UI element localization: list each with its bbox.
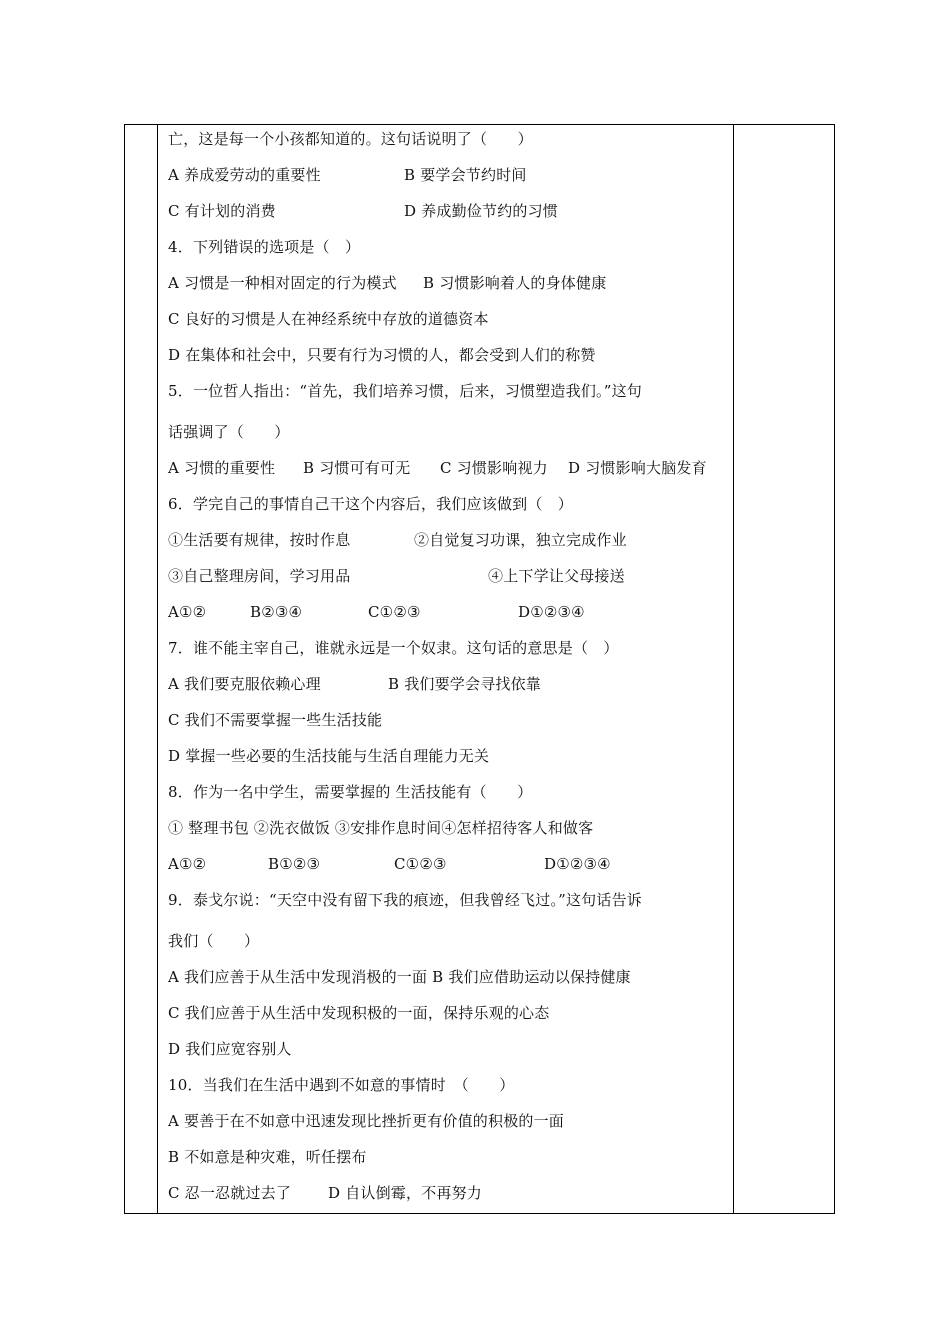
right-column: [733, 125, 834, 1213]
q8-option-d: D①②③④: [544, 855, 611, 873]
q8-option-b: B①②③: [268, 855, 321, 873]
q6-item-4: ④上下学让父母接送: [488, 567, 625, 585]
content-column: [158, 125, 734, 1213]
q4-option-c: C 良好的习惯是人在神经系统中存放的道德资本: [168, 310, 489, 328]
q7-option-a: A 我们要克服依赖心理: [168, 675, 321, 693]
q3-option-b: B 要学会节约时间: [404, 166, 527, 184]
question-9: 9．泰戈尔说：“天空中没有留下我的痕迹，但我曾经飞过。”这句话告诉: [168, 891, 642, 909]
q6-item-2: ②自觉复习功课，独立完成作业: [414, 531, 627, 549]
q9-option-d: D 我们应宽容别人: [168, 1040, 292, 1058]
q5-option-b: B 习惯可有可无: [303, 459, 411, 477]
q7-option-c: C 我们不需要掌握一些生活技能: [168, 711, 383, 729]
question-6: 6．学完自己的事情自己干这个内容后，我们应该做到（ ）: [168, 495, 573, 513]
q4-option-a: A 习惯是一种相对固定的行为模式: [168, 274, 397, 292]
question-table: [124, 124, 835, 1214]
question-8: 8．作为一名中学生，需要掌握的 生活技能有（ ）: [168, 783, 533, 801]
question-7: 7．谁不能主宰自己，谁就永远是一个奴隶。这句话的意思是（ ）: [168, 639, 619, 657]
q4-option-d: D 在集体和社会中，只要有行为习惯的人，都会受到人们的称赞: [168, 346, 596, 364]
q6-option-a: A①②: [168, 603, 207, 621]
q10-option-c: C 忍一忍就过去了: [168, 1184, 292, 1202]
left-column: [125, 125, 158, 1213]
question-10: 10．当我们在生活中遇到不如意的事情时 （ ）: [168, 1076, 515, 1094]
question-4: 4．下列错误的选项是（ ）: [168, 238, 361, 256]
q10-option-d: D 自认倒霉，不再努力: [328, 1184, 482, 1202]
q5-option-c: C 习惯影响视力: [440, 459, 548, 477]
q6-option-c: C①②③: [368, 603, 421, 621]
q6-item-3: ③自己整理房间，学习用品: [168, 567, 351, 585]
q9-option-c: C 我们应善于从生活中发现积极的一面，保持乐观的心态: [168, 1004, 550, 1022]
question-9-continuation: 我们（ ）: [168, 932, 260, 950]
question-3-continuation: 亡，这是每一个小孩都知道的。这句话说明了（ ）: [168, 130, 533, 148]
q3-option-a: A 养成爱劳动的重要性: [168, 166, 321, 184]
q7-option-d: D 掌握一些必要的生活技能与生活自理能力无关: [168, 747, 490, 765]
question-5-continuation: 话强调了（ ）: [168, 423, 290, 441]
q6-item-1: ①生活要有规律，按时作息: [168, 531, 351, 549]
q5-option-d: D 习惯影响大脑发育: [568, 459, 707, 477]
q7-option-b: B 我们要学会寻找依靠: [388, 675, 541, 693]
q3-option-d: D 养成勤俭节约的习惯: [404, 202, 558, 220]
question-5: 5．一位哲人指出：“首先，我们培养习惯，后来，习惯塑造我们。”这句: [168, 382, 642, 400]
q10-option-a: A 要善于在不如意中迅速发现比挫折更有价值的积极的一面: [168, 1112, 565, 1130]
q6-option-b: B②③④: [250, 603, 303, 621]
q6-option-d: D①②③④: [518, 603, 585, 621]
q4-option-b: B 习惯影响着人的身体健康: [423, 274, 607, 292]
q8-option-a: A①②: [168, 855, 207, 873]
q8-items: ① 整理书包 ②洗衣做饭 ③安排作息时间④怎样招待客人和做客: [168, 819, 594, 837]
q9-options-a-b: A 我们应善于从生活中发现消极的一面 B 我们应借助运动以保持健康: [168, 968, 631, 986]
q3-option-c: C 有计划的消费: [168, 202, 276, 220]
q8-option-c: C①②③: [394, 855, 447, 873]
q10-option-b: B 不如意是种灾难，听任摆布: [168, 1148, 367, 1166]
q5-option-a: A 习惯的重要性: [168, 459, 276, 477]
